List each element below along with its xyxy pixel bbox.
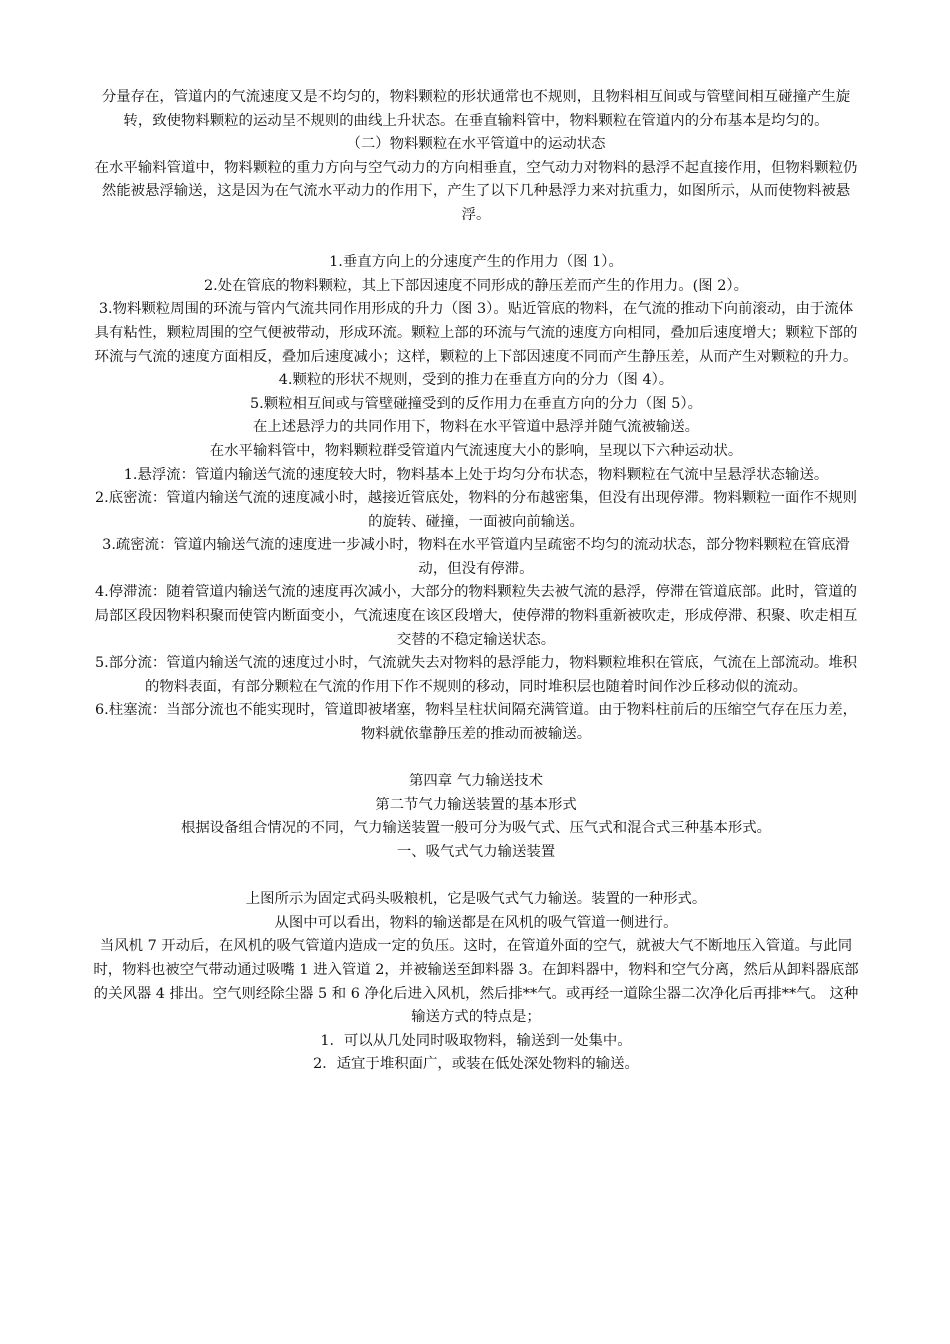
list-item: 1．可以从几处同时吸取物料，输送到一处集中。 bbox=[320, 1032, 632, 1049]
paragraph: 在水平输料管中，物料颗粒群受管道内气流速度大小的影响，呈现以下六种运动状。 bbox=[209, 442, 743, 459]
section-heading: （二）物料颗粒在水平管道中的运动状态 bbox=[346, 136, 606, 153]
chapter-title: 第四章 气力输送技术 bbox=[408, 773, 544, 790]
list-item: 2.处在管底的物料颗粒，其上下部因速度不同形成的静压差而产生的作用力。(图 2）。 bbox=[204, 277, 748, 294]
paragraph: 上图所示为固定式码头吸粮机，它是吸气式气力输送。装置的一种形式。 bbox=[245, 891, 707, 908]
document-body bbox=[92, 86, 860, 1077]
subsection-title: 一、吸气式气力输送装置 bbox=[396, 844, 556, 860]
blank-line bbox=[92, 747, 860, 771]
blank-line bbox=[92, 228, 860, 252]
list-item: 3.疏密流：管道内输送气流的速度进一步减小时，物料在水平管道内呈疏密不均匀的流动状态，部分物料颗粒在管底滑动，但没有停滞。 bbox=[102, 537, 850, 577]
list-item: 1.垂直方向上的分速度产生的作用力（图 1）。 bbox=[329, 254, 623, 271]
list-item: 2.底密流：管道内输送气流的速度减小时，越接近管底处，物料的分布越密集，但没有出现停滞。物料颗粒一面作不规则的旋转、碰撞，一面被向前输送。 bbox=[94, 490, 858, 530]
paragraph: 当风机 7 开动后，在风机的吸气管道内造成一定的负压。这时，在管道外面的空气，就被大气不断地压入管道。与此同时，物料也被空气带动通过吸嘴 1 进入管道 2，并被输送至卸料器 3。在卸料器中，物料和空气分离，然后从卸料器底部的关风器 4 排出。空气则经除尘器 5 和 6 净化后进入风机，然后排**气。或再经一道除尘器二次净化后再排**气。 这种输送方式的特点是； bbox=[93, 938, 859, 1026]
section-title: 第二节气力输送装置的基本形式 bbox=[375, 796, 577, 813]
list-item: 4.颗粒的形状不规则，受到的推力在垂直方向的分力（图 4）。 bbox=[278, 372, 674, 389]
list-item: 1.悬浮流：管道内输送气流的速度较大时，物料基本上处于均匀分布状态，物料颗粒在气流中呈悬浮状态输送。 bbox=[123, 466, 829, 483]
list-item: 3.物料颗粒周围的环流与管内气流共同作用形成的升力（图 3）。贴近管底的物料，在气流的推动下向前滚动，由于流体具有粘性，颗粒周围的空气便被带动，形成环流。颗粒上部的环流与气流的速度方向相同，叠加后速度增大；颗粒下部的环流与气流的速度方面相反，叠加后速度减小；这样，颗粒的上下部因速度不同而产生静压差，从而产生对颗粒的升力。 bbox=[94, 301, 858, 365]
list-item: 5.颗粒相互间或与管壁碰撞受到的反作用力在垂直方向的分力（图 5）。 bbox=[250, 395, 702, 412]
list-item: 2．适宜于堆积面广，或装在低处深处物料的输送。 bbox=[313, 1056, 639, 1073]
paragraph: 根据设备组合情况的不同，气力输送装置一般可分为吸气式、压气式和混合式三种基本形式。 bbox=[180, 820, 772, 837]
paragraph: 在水平输料管道中，物料颗粒的重力方向与空气动力的方向相垂直，空气动力对物料的悬浮不起直接作用，但物料颗粒仍然能被悬浮输送，这是因为在气流水平动力的作用下，产生了以下几种悬浮力来对抗重力，如图所示，从而使物料被悬浮。 bbox=[94, 159, 858, 223]
list-item: 5.部分流：管道内输送气流的速度过小时，气流就失去对物料的悬浮能力，物料颗粒堆积在管底，气流在上部流动。堆积的物料表面，有部分颗粒在气流的作用下作不规则的移动，同时堆积层也随着时间作沙丘移动似的流动。 bbox=[94, 655, 858, 695]
list-item: 6.柱塞流：当部分流也不能实现时，管道即被堵塞，物料呈柱状间隔充满管道。由于物料柱前后的压缩空气存在压力差，物料就依靠静压差的推动而被输送。 bbox=[94, 702, 858, 743]
paragraph: 分量存在，管道内的气流速度又是不均匀的，物料颗粒的形状通常也不规则，且物料相互间或与管壁间相互碰撞产生旋转，致使物料颗粒的运动呈不规则的曲线上升状态。在垂直输料管中，物料颗粒在管道内的分布基本是均匀的。 bbox=[101, 89, 851, 129]
paragraph: 从图中可以看出，物料的输送都是在风机的吸气管道一侧进行。 bbox=[274, 914, 678, 931]
paragraph: 在上述悬浮力的共同作用下，物料在水平管道中悬浮并随气流被输送。 bbox=[252, 419, 700, 436]
list-item: 4.停滞流：随着管道内输送气流的速度再次减小，大部分的物料颗粒失去被气流的悬浮，停滞在管道底部。此时，管道的局部区段因物料积聚而使管内断面变小，气流速度在该区段增大，使停滞的物料重新被吹走，形成停滞、积聚、吹走相互交替的不稳定输送状态。 bbox=[94, 584, 858, 648]
blank-line bbox=[92, 865, 860, 889]
